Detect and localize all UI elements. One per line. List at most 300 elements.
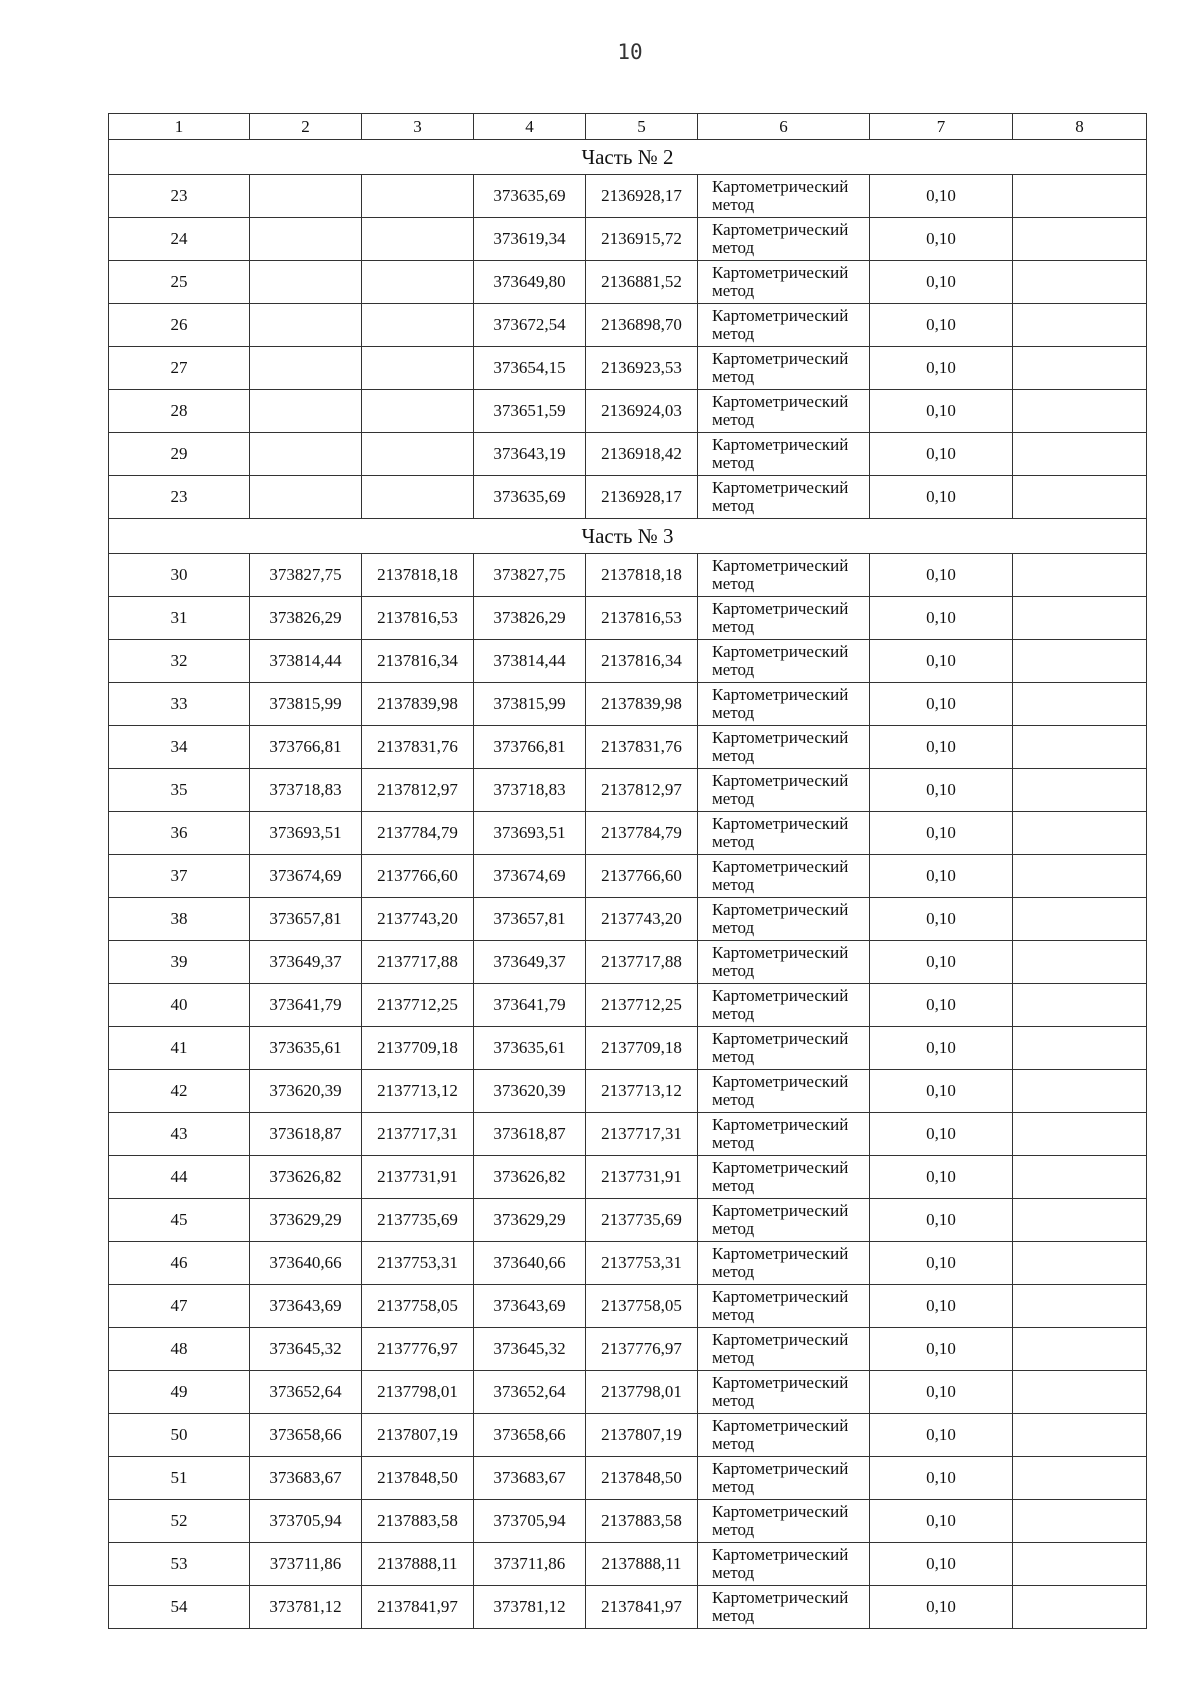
old-x-cell: 373658,66 bbox=[250, 1414, 362, 1457]
new-x-cell: 373619,34 bbox=[474, 218, 586, 261]
new-x-cell: 373641,79 bbox=[474, 984, 586, 1027]
description-cell bbox=[1013, 390, 1147, 433]
new-y-cell: 2137807,19 bbox=[586, 1414, 698, 1457]
table-row bbox=[109, 597, 1147, 640]
table-row bbox=[109, 347, 1147, 390]
new-x-cell: 373643,69 bbox=[474, 1285, 586, 1328]
new-x-cell: 373657,81 bbox=[474, 898, 586, 941]
description-cell bbox=[1013, 1285, 1147, 1328]
table-body bbox=[109, 114, 1147, 1629]
table-row bbox=[109, 1500, 1147, 1543]
table-row bbox=[109, 1285, 1147, 1328]
point-number-cell: 33 bbox=[109, 683, 250, 726]
accuracy-cell: 0,10 bbox=[870, 812, 1013, 855]
accuracy-cell: 0,10 bbox=[870, 1070, 1013, 1113]
method-cell: Картометрический метод bbox=[698, 1199, 870, 1242]
new-y-cell: 2137883,58 bbox=[586, 1500, 698, 1543]
new-y-cell: 2137839,98 bbox=[586, 683, 698, 726]
old-y-cell: 2137758,05 bbox=[362, 1285, 474, 1328]
new-x-cell: 373826,29 bbox=[474, 597, 586, 640]
old-x-cell: 373626,82 bbox=[250, 1156, 362, 1199]
accuracy-cell: 0,10 bbox=[870, 1156, 1013, 1199]
table-row bbox=[109, 898, 1147, 941]
accuracy-cell: 0,10 bbox=[870, 1371, 1013, 1414]
point-number-cell: 32 bbox=[109, 640, 250, 683]
old-x-cell: 373652,64 bbox=[250, 1371, 362, 1414]
new-x-cell: 373672,54 bbox=[474, 304, 586, 347]
old-y-cell bbox=[362, 476, 474, 519]
table-row bbox=[109, 1586, 1147, 1629]
method-cell: Картометрический метод bbox=[698, 347, 870, 390]
accuracy-cell: 0,10 bbox=[870, 855, 1013, 898]
table-row bbox=[109, 726, 1147, 769]
method-cell: Картометрический метод bbox=[698, 1543, 870, 1586]
table-row bbox=[109, 1543, 1147, 1586]
old-y-cell: 2137839,98 bbox=[362, 683, 474, 726]
table-row bbox=[109, 941, 1147, 984]
new-x-cell: 373635,69 bbox=[474, 175, 586, 218]
accuracy-cell: 0,10 bbox=[870, 347, 1013, 390]
method-cell: Картометрический метод bbox=[698, 1156, 870, 1199]
table-row bbox=[109, 390, 1147, 433]
description-cell bbox=[1013, 597, 1147, 640]
description-cell bbox=[1013, 812, 1147, 855]
new-y-cell: 2136881,52 bbox=[586, 261, 698, 304]
accuracy-cell: 0,10 bbox=[870, 261, 1013, 304]
description-cell bbox=[1013, 1371, 1147, 1414]
point-number-cell: 35 bbox=[109, 769, 250, 812]
accuracy-cell: 0,10 bbox=[870, 476, 1013, 519]
old-x-cell: 373618,87 bbox=[250, 1113, 362, 1156]
description-cell bbox=[1013, 1328, 1147, 1371]
description-cell bbox=[1013, 683, 1147, 726]
point-number-cell: 30 bbox=[109, 554, 250, 597]
table-row bbox=[109, 1070, 1147, 1113]
new-y-cell: 2137758,05 bbox=[586, 1285, 698, 1328]
method-cell: Картометрический метод bbox=[698, 984, 870, 1027]
old-x-cell: 373641,79 bbox=[250, 984, 362, 1027]
new-y-cell: 2137713,12 bbox=[586, 1070, 698, 1113]
old-x-cell bbox=[250, 261, 362, 304]
table-row bbox=[109, 1371, 1147, 1414]
method-cell: Картометрический метод bbox=[698, 1586, 870, 1629]
coordinates-table bbox=[108, 113, 1147, 1629]
accuracy-cell: 0,10 bbox=[870, 984, 1013, 1027]
old-x-cell: 373781,12 bbox=[250, 1586, 362, 1629]
new-x-cell: 373635,69 bbox=[474, 476, 586, 519]
section-header-row bbox=[109, 519, 1147, 554]
old-y-cell: 2137812,97 bbox=[362, 769, 474, 812]
accuracy-cell: 0,10 bbox=[870, 433, 1013, 476]
old-x-cell bbox=[250, 175, 362, 218]
method-cell: Картометрический метод bbox=[698, 175, 870, 218]
old-y-cell: 2137831,76 bbox=[362, 726, 474, 769]
old-y-cell bbox=[362, 347, 474, 390]
old-x-cell: 373629,29 bbox=[250, 1199, 362, 1242]
table-row bbox=[109, 769, 1147, 812]
table-row bbox=[109, 261, 1147, 304]
new-y-cell: 2137816,34 bbox=[586, 640, 698, 683]
new-y-cell: 2137848,50 bbox=[586, 1457, 698, 1500]
new-y-cell: 2137831,76 bbox=[586, 726, 698, 769]
description-cell bbox=[1013, 1199, 1147, 1242]
column-number-cell: 6 bbox=[698, 114, 870, 140]
new-x-cell: 373649,80 bbox=[474, 261, 586, 304]
table-row bbox=[109, 1457, 1147, 1500]
point-number-cell: 54 bbox=[109, 1586, 250, 1629]
new-y-cell: 2137717,88 bbox=[586, 941, 698, 984]
point-number-cell: 51 bbox=[109, 1457, 250, 1500]
method-cell: Картометрический метод bbox=[698, 1414, 870, 1457]
new-x-cell: 373649,37 bbox=[474, 941, 586, 984]
description-cell bbox=[1013, 1586, 1147, 1629]
accuracy-cell: 0,10 bbox=[870, 1457, 1013, 1500]
old-y-cell: 2137798,01 bbox=[362, 1371, 474, 1414]
old-y-cell: 2137841,97 bbox=[362, 1586, 474, 1629]
description-cell bbox=[1013, 726, 1147, 769]
old-x-cell: 373826,29 bbox=[250, 597, 362, 640]
accuracy-cell: 0,10 bbox=[870, 1199, 1013, 1242]
table-row bbox=[109, 1328, 1147, 1371]
old-y-cell bbox=[362, 261, 474, 304]
description-cell bbox=[1013, 261, 1147, 304]
method-cell: Картометрический метод bbox=[698, 1328, 870, 1371]
accuracy-cell: 0,10 bbox=[870, 1543, 1013, 1586]
old-x-cell: 373657,81 bbox=[250, 898, 362, 941]
new-x-cell: 373693,51 bbox=[474, 812, 586, 855]
old-x-cell: 373711,86 bbox=[250, 1543, 362, 1586]
accuracy-cell: 0,10 bbox=[870, 941, 1013, 984]
accuracy-cell: 0,10 bbox=[870, 554, 1013, 597]
column-number-cell: 2 bbox=[250, 114, 362, 140]
accuracy-cell: 0,10 bbox=[870, 769, 1013, 812]
column-number-cell: 4 bbox=[474, 114, 586, 140]
new-y-cell: 2137888,11 bbox=[586, 1543, 698, 1586]
accuracy-cell: 0,10 bbox=[870, 1500, 1013, 1543]
accuracy-cell: 0,10 bbox=[870, 390, 1013, 433]
method-cell: Картометрический метод bbox=[698, 1457, 870, 1500]
old-x-cell: 373705,94 bbox=[250, 1500, 362, 1543]
point-number-cell: 53 bbox=[109, 1543, 250, 1586]
accuracy-cell: 0,10 bbox=[870, 1328, 1013, 1371]
new-x-cell: 373814,44 bbox=[474, 640, 586, 683]
new-x-cell: 373674,69 bbox=[474, 855, 586, 898]
description-cell bbox=[1013, 1500, 1147, 1543]
new-x-cell: 373766,81 bbox=[474, 726, 586, 769]
description-cell bbox=[1013, 1242, 1147, 1285]
point-number-cell: 29 bbox=[109, 433, 250, 476]
method-cell: Картометрический метод bbox=[698, 476, 870, 519]
table-row bbox=[109, 554, 1147, 597]
new-x-cell: 373652,64 bbox=[474, 1371, 586, 1414]
description-cell bbox=[1013, 1457, 1147, 1500]
description-cell bbox=[1013, 1027, 1147, 1070]
method-cell: Картометрический метод bbox=[698, 554, 870, 597]
point-number-cell: 45 bbox=[109, 1199, 250, 1242]
old-y-cell: 2137776,97 bbox=[362, 1328, 474, 1371]
old-y-cell bbox=[362, 390, 474, 433]
old-y-cell: 2137816,34 bbox=[362, 640, 474, 683]
point-number-cell: 23 bbox=[109, 175, 250, 218]
method-cell: Картометрический метод bbox=[698, 898, 870, 941]
old-x-cell bbox=[250, 218, 362, 261]
point-number-cell: 44 bbox=[109, 1156, 250, 1199]
method-cell: Картометрический метод bbox=[698, 261, 870, 304]
old-y-cell: 2137712,25 bbox=[362, 984, 474, 1027]
new-y-cell: 2137776,97 bbox=[586, 1328, 698, 1371]
old-y-cell: 2137713,12 bbox=[362, 1070, 474, 1113]
method-cell: Картометрический метод bbox=[698, 1285, 870, 1328]
section-header-row bbox=[109, 140, 1147, 175]
table-row bbox=[109, 175, 1147, 218]
accuracy-cell: 0,10 bbox=[870, 1414, 1013, 1457]
old-x-cell: 373827,75 bbox=[250, 554, 362, 597]
point-number-cell: 25 bbox=[109, 261, 250, 304]
old-y-cell: 2137731,91 bbox=[362, 1156, 474, 1199]
table-row bbox=[109, 304, 1147, 347]
description-cell bbox=[1013, 1070, 1147, 1113]
description-cell bbox=[1013, 855, 1147, 898]
column-number-cell: 5 bbox=[586, 114, 698, 140]
description-cell bbox=[1013, 218, 1147, 261]
point-number-cell: 24 bbox=[109, 218, 250, 261]
description-cell bbox=[1013, 1414, 1147, 1457]
method-cell: Картометрический метод bbox=[698, 640, 870, 683]
new-x-cell: 373640,66 bbox=[474, 1242, 586, 1285]
accuracy-cell: 0,10 bbox=[870, 1113, 1013, 1156]
old-x-cell: 373814,44 bbox=[250, 640, 362, 683]
old-x-cell: 373693,51 bbox=[250, 812, 362, 855]
point-number-cell: 41 bbox=[109, 1027, 250, 1070]
point-number-cell: 42 bbox=[109, 1070, 250, 1113]
table-row bbox=[109, 1242, 1147, 1285]
method-cell: Картометрический метод bbox=[698, 597, 870, 640]
description-cell bbox=[1013, 554, 1147, 597]
method-cell: Картометрический метод bbox=[698, 1113, 870, 1156]
accuracy-cell: 0,10 bbox=[870, 898, 1013, 941]
old-x-cell: 373643,69 bbox=[250, 1285, 362, 1328]
method-cell: Картометрический метод bbox=[698, 1070, 870, 1113]
description-cell bbox=[1013, 476, 1147, 519]
method-cell: Картометрический метод bbox=[698, 941, 870, 984]
new-x-cell: 373711,86 bbox=[474, 1543, 586, 1586]
point-number-cell: 43 bbox=[109, 1113, 250, 1156]
new-y-cell: 2137717,31 bbox=[586, 1113, 698, 1156]
old-x-cell bbox=[250, 433, 362, 476]
new-x-cell: 373651,59 bbox=[474, 390, 586, 433]
old-x-cell: 373718,83 bbox=[250, 769, 362, 812]
new-y-cell: 2137784,79 bbox=[586, 812, 698, 855]
old-x-cell: 373645,32 bbox=[250, 1328, 362, 1371]
table-row bbox=[109, 1414, 1147, 1457]
old-x-cell: 373620,39 bbox=[250, 1070, 362, 1113]
column-numbers-row bbox=[109, 114, 1147, 140]
new-x-cell: 373654,15 bbox=[474, 347, 586, 390]
old-x-cell: 373635,61 bbox=[250, 1027, 362, 1070]
new-y-cell: 2137712,25 bbox=[586, 984, 698, 1027]
description-cell bbox=[1013, 347, 1147, 390]
old-x-cell: 373683,67 bbox=[250, 1457, 362, 1500]
section-title: Часть № 3 bbox=[109, 519, 1147, 554]
accuracy-cell: 0,10 bbox=[870, 726, 1013, 769]
point-number-cell: 38 bbox=[109, 898, 250, 941]
old-x-cell: 373640,66 bbox=[250, 1242, 362, 1285]
method-cell: Картометрический метод bbox=[698, 726, 870, 769]
section-title: Часть № 2 bbox=[109, 140, 1147, 175]
new-x-cell: 373629,29 bbox=[474, 1199, 586, 1242]
old-x-cell bbox=[250, 347, 362, 390]
new-y-cell: 2136923,53 bbox=[586, 347, 698, 390]
old-y-cell: 2137888,11 bbox=[362, 1543, 474, 1586]
table-row bbox=[109, 433, 1147, 476]
method-cell: Картометрический метод bbox=[698, 1027, 870, 1070]
page-number: 10 bbox=[617, 40, 643, 64]
new-y-cell: 2137798,01 bbox=[586, 1371, 698, 1414]
old-y-cell bbox=[362, 433, 474, 476]
description-cell bbox=[1013, 304, 1147, 347]
accuracy-cell: 0,10 bbox=[870, 175, 1013, 218]
point-number-cell: 23 bbox=[109, 476, 250, 519]
point-number-cell: 40 bbox=[109, 984, 250, 1027]
new-y-cell: 2137709,18 bbox=[586, 1027, 698, 1070]
description-cell bbox=[1013, 1156, 1147, 1199]
point-number-cell: 36 bbox=[109, 812, 250, 855]
column-number-cell: 7 bbox=[870, 114, 1013, 140]
new-y-cell: 2137841,97 bbox=[586, 1586, 698, 1629]
point-number-cell: 52 bbox=[109, 1500, 250, 1543]
method-cell: Картометрический метод bbox=[698, 1371, 870, 1414]
old-x-cell: 373649,37 bbox=[250, 941, 362, 984]
point-number-cell: 50 bbox=[109, 1414, 250, 1457]
new-y-cell: 2136928,17 bbox=[586, 175, 698, 218]
new-x-cell: 373645,32 bbox=[474, 1328, 586, 1371]
accuracy-cell: 0,10 bbox=[870, 640, 1013, 683]
old-y-cell: 2137816,53 bbox=[362, 597, 474, 640]
table-row bbox=[109, 984, 1147, 1027]
old-y-cell: 2137818,18 bbox=[362, 554, 474, 597]
new-x-cell: 373718,83 bbox=[474, 769, 586, 812]
description-cell bbox=[1013, 1543, 1147, 1586]
old-x-cell: 373766,81 bbox=[250, 726, 362, 769]
description-cell bbox=[1013, 984, 1147, 1027]
new-x-cell: 373705,94 bbox=[474, 1500, 586, 1543]
method-cell: Картометрический метод bbox=[698, 812, 870, 855]
column-number-cell: 8 bbox=[1013, 114, 1147, 140]
accuracy-cell: 0,10 bbox=[870, 304, 1013, 347]
table-row bbox=[109, 1156, 1147, 1199]
old-y-cell: 2137753,31 bbox=[362, 1242, 474, 1285]
point-number-cell: 49 bbox=[109, 1371, 250, 1414]
old-y-cell bbox=[362, 218, 474, 261]
method-cell: Картометрический метод bbox=[698, 390, 870, 433]
new-x-cell: 373683,67 bbox=[474, 1457, 586, 1500]
method-cell: Картометрический метод bbox=[698, 855, 870, 898]
new-y-cell: 2137743,20 bbox=[586, 898, 698, 941]
method-cell: Картометрический метод bbox=[698, 683, 870, 726]
old-y-cell: 2137784,79 bbox=[362, 812, 474, 855]
new-x-cell: 373658,66 bbox=[474, 1414, 586, 1457]
new-y-cell: 2136928,17 bbox=[586, 476, 698, 519]
point-number-cell: 47 bbox=[109, 1285, 250, 1328]
description-cell bbox=[1013, 640, 1147, 683]
description-cell bbox=[1013, 433, 1147, 476]
column-number-cell: 1 bbox=[109, 114, 250, 140]
new-x-cell: 373781,12 bbox=[474, 1586, 586, 1629]
method-cell: Картометрический метод bbox=[698, 769, 870, 812]
new-y-cell: 2137816,53 bbox=[586, 597, 698, 640]
new-y-cell: 2137753,31 bbox=[586, 1242, 698, 1285]
point-number-cell: 27 bbox=[109, 347, 250, 390]
accuracy-cell: 0,10 bbox=[870, 218, 1013, 261]
description-cell bbox=[1013, 898, 1147, 941]
table-row bbox=[109, 812, 1147, 855]
table-row bbox=[109, 683, 1147, 726]
old-y-cell bbox=[362, 175, 474, 218]
method-cell: Картометрический метод bbox=[698, 1500, 870, 1543]
method-cell: Картометрический метод bbox=[698, 304, 870, 347]
old-x-cell: 373674,69 bbox=[250, 855, 362, 898]
accuracy-cell: 0,10 bbox=[870, 1586, 1013, 1629]
new-x-cell: 373626,82 bbox=[474, 1156, 586, 1199]
new-y-cell: 2136918,42 bbox=[586, 433, 698, 476]
point-number-cell: 31 bbox=[109, 597, 250, 640]
new-y-cell: 2137818,18 bbox=[586, 554, 698, 597]
old-y-cell: 2137735,69 bbox=[362, 1199, 474, 1242]
accuracy-cell: 0,10 bbox=[870, 597, 1013, 640]
point-number-cell: 34 bbox=[109, 726, 250, 769]
new-x-cell: 373827,75 bbox=[474, 554, 586, 597]
method-cell: Картометрический метод bbox=[698, 218, 870, 261]
table-row bbox=[109, 218, 1147, 261]
old-y-cell: 2137717,31 bbox=[362, 1113, 474, 1156]
method-cell: Картометрический метод bbox=[698, 433, 870, 476]
point-number-cell: 26 bbox=[109, 304, 250, 347]
table-row bbox=[109, 855, 1147, 898]
column-number-cell: 3 bbox=[362, 114, 474, 140]
new-y-cell: 2136915,72 bbox=[586, 218, 698, 261]
new-x-cell: 373635,61 bbox=[474, 1027, 586, 1070]
new-y-cell: 2136898,70 bbox=[586, 304, 698, 347]
table-row bbox=[109, 476, 1147, 519]
new-x-cell: 373620,39 bbox=[474, 1070, 586, 1113]
old-x-cell bbox=[250, 304, 362, 347]
new-x-cell: 373618,87 bbox=[474, 1113, 586, 1156]
table-row bbox=[109, 1199, 1147, 1242]
new-x-cell: 373643,19 bbox=[474, 433, 586, 476]
table-row bbox=[109, 1027, 1147, 1070]
description-cell bbox=[1013, 769, 1147, 812]
point-number-cell: 46 bbox=[109, 1242, 250, 1285]
old-y-cell: 2137717,88 bbox=[362, 941, 474, 984]
old-y-cell: 2137848,50 bbox=[362, 1457, 474, 1500]
old-y-cell: 2137709,18 bbox=[362, 1027, 474, 1070]
old-x-cell bbox=[250, 476, 362, 519]
new-y-cell: 2137766,60 bbox=[586, 855, 698, 898]
table-row bbox=[109, 1113, 1147, 1156]
description-cell bbox=[1013, 941, 1147, 984]
point-number-cell: 48 bbox=[109, 1328, 250, 1371]
description-cell bbox=[1013, 1113, 1147, 1156]
method-cell: Картометрический метод bbox=[698, 1242, 870, 1285]
new-x-cell: 373815,99 bbox=[474, 683, 586, 726]
accuracy-cell: 0,10 bbox=[870, 1285, 1013, 1328]
new-y-cell: 2137812,97 bbox=[586, 769, 698, 812]
old-y-cell: 2137766,60 bbox=[362, 855, 474, 898]
old-x-cell bbox=[250, 390, 362, 433]
old-y-cell: 2137743,20 bbox=[362, 898, 474, 941]
new-y-cell: 2137731,91 bbox=[586, 1156, 698, 1199]
accuracy-cell: 0,10 bbox=[870, 1027, 1013, 1070]
